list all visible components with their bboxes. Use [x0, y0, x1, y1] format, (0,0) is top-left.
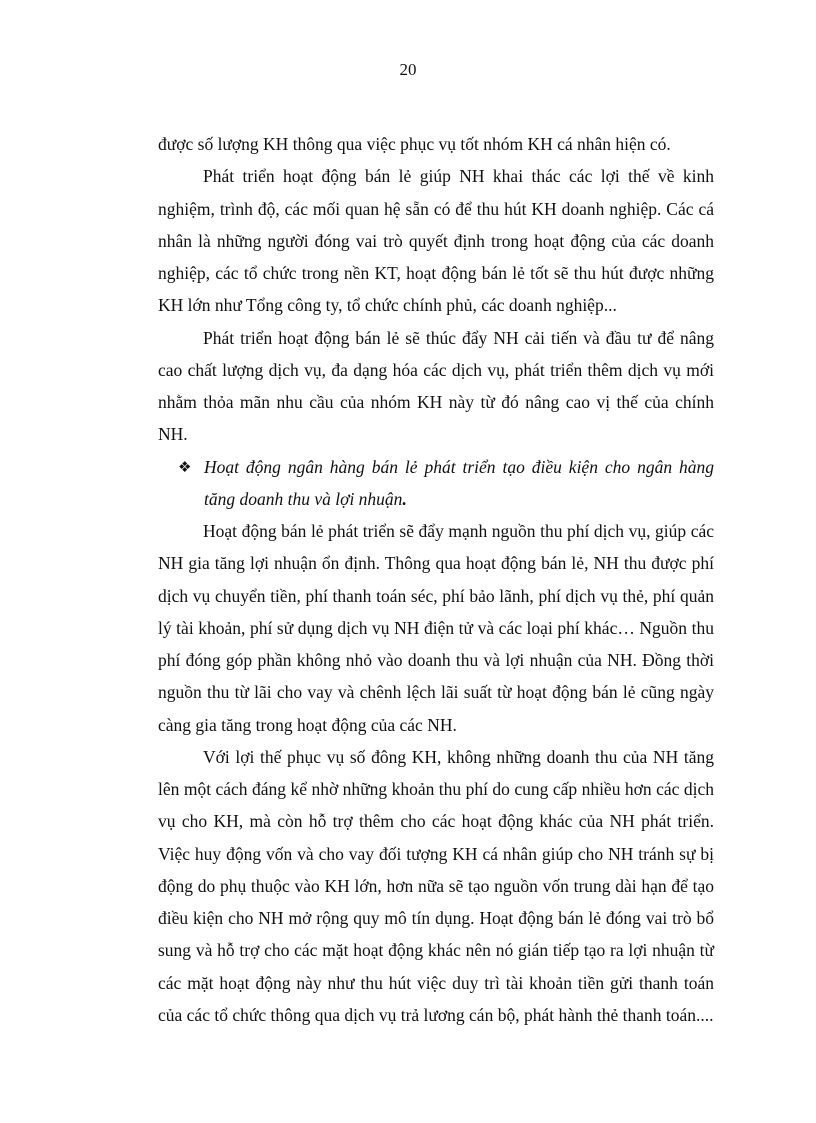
diamond-bullet-icon: ❖: [178, 457, 192, 476]
page-number: 20: [399, 60, 417, 79]
bullet-heading-text: Hoạt động ngân hàng bán lẻ phát triển tạo điều kiện cho ngân hàng tăng doanh thu và lợi nhuận: [204, 456, 714, 509]
paragraph: Với lợi thế phục vụ số đông KH, không những doanh thu của NH tăng lên một cách đáng kể nhờ những khoản thu phí do cung cấp nhiều hơn các dịch vụ cho KH, mà còn hỗ trợ thêm cho các hoạt động khác của NH phát triển. Việc huy động vốn và cho vay đối tượng KH cá nhân giúp cho NH tránh sự bị động do phụ thuộc vào KH lớn, hơn nữa sẽ tạo nguồn vốn trung dài hạn để tạo điều kiện cho NH mở rộng quy mô tín dụng. Hoạt động bán lẻ đóng vai trò bổ sung và hỗ trợ cho các mặt hoạt động khác nên nó gián tiếp tạo ra lợi nhuận từ các mặt hoạt động này như thu hút việc duy trì tài khoản tiền gửi thanh toán của các tổ chức thông qua dịch vụ trả lương cán bộ, phát hành thẻ thanh toán....: [158, 746, 714, 1025]
document-body: [158, 128, 714, 1031]
paragraph-continuation: được số lượng KH thông qua việc phục vụ tốt nhóm KH cá nhân hiện có.: [158, 134, 671, 154]
paragraph: Hoạt động bán lẻ phát triển sẽ đẩy mạnh nguồn thu phí dịch vụ, giúp các NH gia tăng lợi nhuận ổn định. Thông qua hoạt động bán lẻ, NH thu được phí dịch vụ chuyển tiền, phí thanh toán séc, phí bảo lãnh, phí dịch vụ thẻ, phí quản lý tài khoản, phí sử dụng dịch vụ NH điện tử và các loại phí khác… Nguồn thu phí đóng góp phần không nhỏ vào doanh thu và lợi nhuận của NH. Đồng thời nguồn thu từ lãi cho vay và chênh lệch lãi suất từ hoạt động bán lẻ cũng ngày càng gia tăng trong hoạt động của các NH.: [158, 521, 714, 735]
bullet-heading: [158, 451, 714, 516]
paragraph: Phát triển hoạt động bán lẻ sẽ thúc đẩy NH cải tiến và đầu tư để nâng cao chất lượng dịch vụ, đa dạng hóa các dịch vụ, phát triển thêm dịch vụ mới nhằm thỏa mãn nhu cầu của nhóm KH này từ đó nâng cao vị thế của chính NH.: [158, 327, 714, 445]
bullet-heading-period: .: [402, 488, 407, 509]
paragraph: Phát triển hoạt động bán lẻ giúp NH khai thác các lợi thế về kinh nghiệm, trình độ, các mối quan hệ sẵn có để thu hút KH doanh nghiệp. Các cá nhân là những người đóng vai trò quyết định trong hoạt động của các doanh nghiệp, các tổ chức trong nền KT, hoạt động bán lẻ tốt sẽ thu hút được những KH lớn như Tổng công ty, tổ chức chính phủ, các doanh nghiệp...: [158, 166, 714, 316]
